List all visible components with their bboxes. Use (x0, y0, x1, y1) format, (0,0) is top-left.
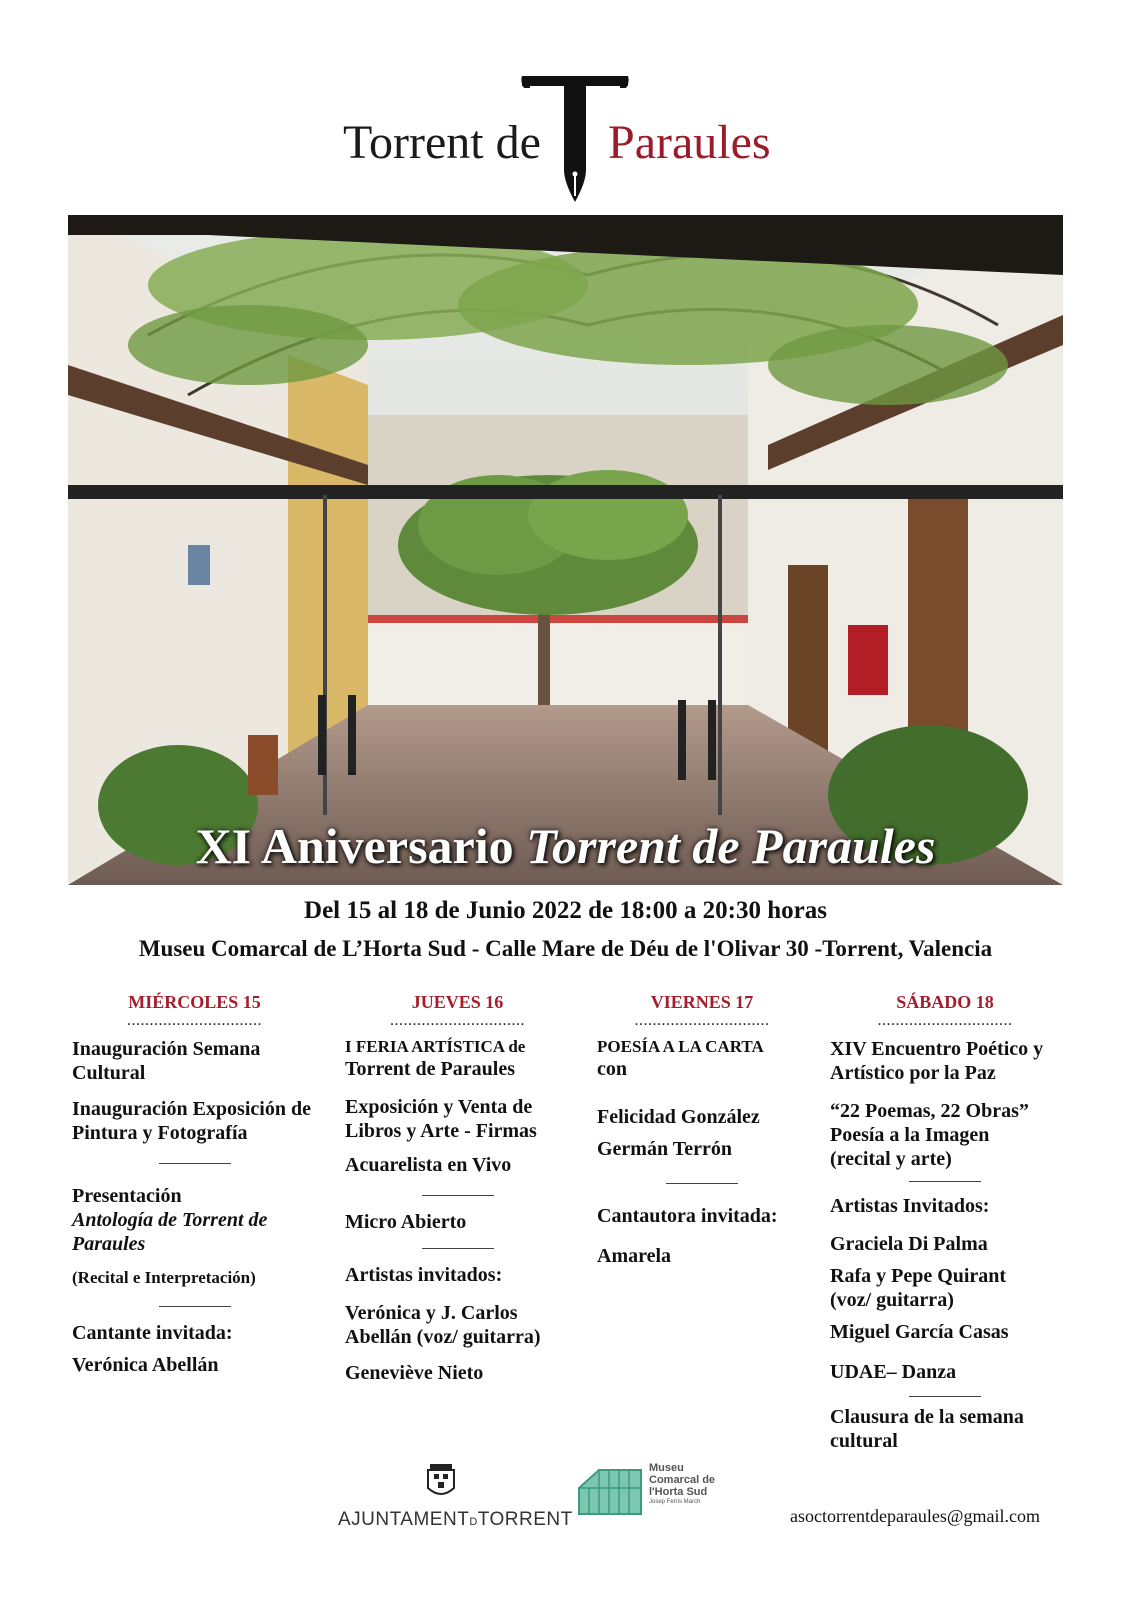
separator (159, 1306, 231, 1307)
dotted-divider: .............................. (127, 1012, 262, 1029)
list-item: Torrent de Paraules (345, 1058, 515, 1080)
column-heading: SÁBADO 18 (896, 992, 994, 1012)
ajuntament-text (338, 1509, 573, 1531)
coat-of-arms-icon (338, 1460, 548, 1502)
list-item: Artistas Invitados: (830, 1195, 990, 1217)
museu-line: Museu (649, 1462, 684, 1474)
separator (422, 1248, 494, 1249)
museu-text (649, 1462, 715, 1507)
column-saturday (830, 992, 1060, 1453)
list-item: Inauguración Semana Cultural (72, 1038, 261, 1084)
list-item: Verónica y J. Carlos Abellán (voz/ guitarra) (345, 1302, 541, 1348)
list-item: XIV Encuentro Poético y Artístico por la Paz (830, 1038, 1044, 1084)
list-item: Clausura de la semana cultural (830, 1406, 1024, 1452)
anniversary-title (68, 817, 1063, 875)
anniversary-title-plain: XI Aniversario (195, 818, 514, 874)
list-item: Amarela (597, 1245, 672, 1267)
logo-text-right: Paraules (608, 116, 771, 169)
column-heading: MIÉRCOLES 15 (128, 992, 261, 1012)
ajuntament-word: AJUNTAMENT (338, 1509, 470, 1530)
list-item: Germán Terrón (597, 1138, 732, 1160)
list-item: “22 Poemas, 22 Obras” Poesía a la Imagen (recital y arte) (830, 1100, 1029, 1170)
separator (666, 1183, 738, 1184)
anniversary-title-italic: Torrent de Paraules (526, 818, 936, 874)
museu-line: l'Horta Sud (649, 1486, 708, 1498)
list-item: Verónica Abellán (72, 1354, 219, 1376)
list-item: I FERIA ARTÍSTICA de (345, 1037, 526, 1056)
dotted-divider: .............................. (877, 1012, 1013, 1029)
ajuntament-torrent-logo (338, 1460, 573, 1530)
ajuntament-d: D (469, 1516, 478, 1528)
contact-email[interactable]: asoctorrentdeparaules@gmail.com (790, 1506, 1040, 1526)
event-venue: Museu Comarcal de L’Horta Sud - Calle Mare de Déu de l'Olivar 30 -Torrent, Valencia (138, 936, 993, 961)
greenhouse-icon (575, 1464, 645, 1520)
list-item: UDAE– Danza (830, 1361, 957, 1383)
dotted-divider: .............................. (390, 1012, 525, 1029)
list-item: POESÍA A LA CARTA (597, 1037, 764, 1056)
courtyard-photo (68, 215, 1063, 885)
list-item: Rafa y Pepe Quirant (voz/ guitarra) (830, 1265, 1007, 1311)
list-item: Cantante invitada: (72, 1322, 233, 1344)
list-item: Artistas invitados: (345, 1264, 503, 1286)
column-heading: VIERNES 17 (650, 992, 754, 1012)
separator (909, 1181, 981, 1182)
column-friday (597, 992, 807, 1268)
separator (909, 1396, 981, 1397)
list-item: Graciela Di Palma (830, 1233, 988, 1255)
list-item: (Recital e Interpretación) (72, 1268, 256, 1287)
column-heading: JUEVES 16 (411, 992, 504, 1012)
courtyard-illustration (68, 215, 1063, 885)
column-thursday (345, 992, 570, 1385)
list-item: Presentación (72, 1185, 182, 1207)
list-item: Cantautora invitada: (597, 1205, 778, 1227)
museu-subtitle: Josep Ferris March (649, 1499, 701, 1505)
logo (0, 60, 1131, 210)
list-item: con (597, 1058, 627, 1080)
column-wednesday (72, 992, 317, 1377)
list-item: Acuarelista en Vivo (345, 1154, 512, 1176)
list-item: Felicidad González (597, 1106, 760, 1128)
museu-line: Comarcal de (649, 1474, 716, 1486)
separator (422, 1195, 494, 1196)
logo-text-left: Torrent de (343, 116, 541, 169)
list-item: Miguel García Casas (830, 1321, 1009, 1343)
ajuntament-torrent-word: TORRENT (477, 1509, 573, 1530)
dotted-divider: .............................. (634, 1012, 770, 1029)
museu-comarcal-logo (575, 1462, 735, 1524)
list-item: Geneviève Nieto (345, 1362, 484, 1384)
separator (159, 1163, 231, 1164)
list-item: Micro Abierto (345, 1211, 467, 1233)
list-item: Antología de Torrent de Paraules (72, 1209, 268, 1255)
list-item: Inauguración Exposición de Pintura y Fotografía (72, 1098, 311, 1144)
event-dates: Del 15 al 18 de Junio 2022 de 18:00 a 20:30 horas (304, 897, 827, 924)
list-item: Exposición y Venta de Libros y Arte - Firmas (345, 1096, 537, 1142)
